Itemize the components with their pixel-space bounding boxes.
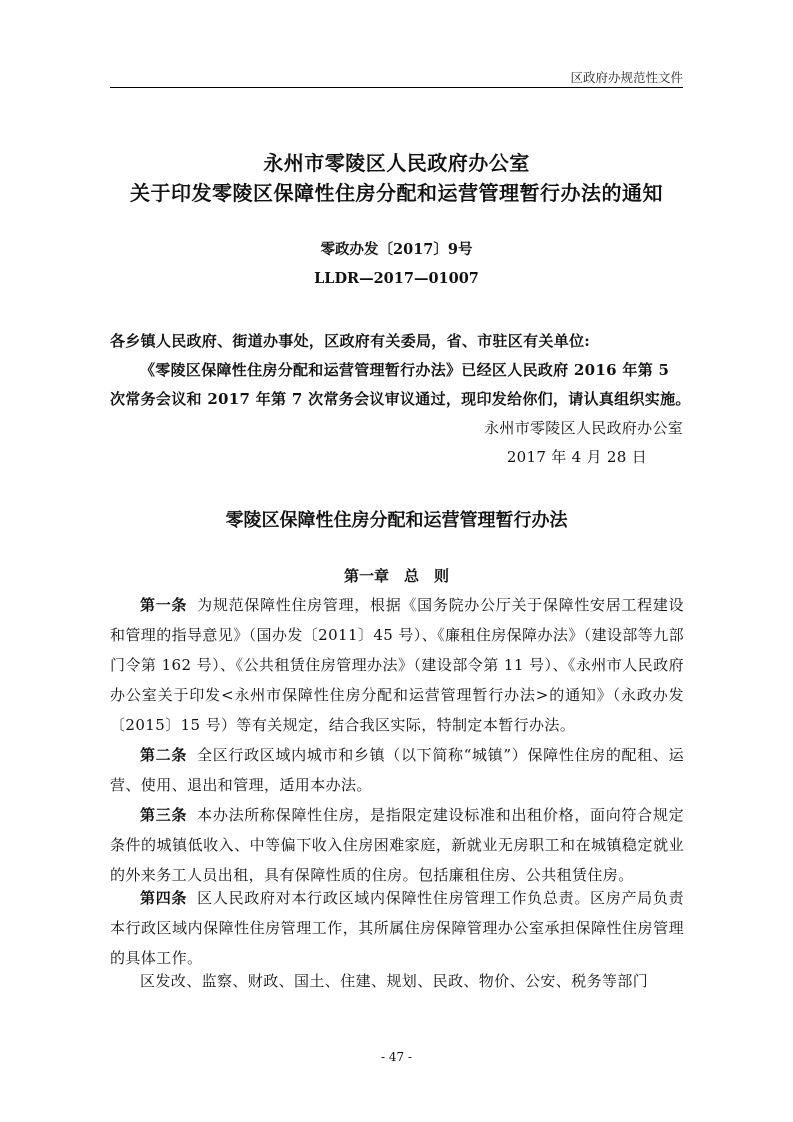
notice-body-line2: 次常务会议和 2017 年第 7 次常务会议审议通过，现印发给你们，请认真组织实施。	[110, 390, 691, 408]
notice-title-line1: 永州市零陵区人民政府办公室	[263, 151, 530, 175]
registration-number: LLDR—2017—01007	[314, 270, 479, 287]
addressee: 各乡镇人民政府、街道办事处，区政府有关委局，省、市驻区有关单位:	[110, 332, 591, 350]
article-text: 为规范保障性住房管理，根据《国务院办公厅关于保障性安居工程建设和管理的指导意见》（国办发〔2011〕45 号）、《廉租住房保障办法》（建设部等九部门令第 162 号）、《公共租赁住房管理办法》（建设部令第 11 号）、《永州市人民政府办公室关于印发<永州市保障性住房分配和运营管理暂行办法>的通知》（永政办发〔2015〕15 号）等有关规定，结合我区实际，特制定本暂行办法。	[110, 596, 685, 734]
article-text: 全区行政区域内城市和乡镇（以下简称“城镇”）保障性住房的配租、运营、使用、退出和管理，适用本办法。	[110, 746, 685, 794]
header-label: 区政府办规范性文件	[570, 70, 683, 85]
article-1	[110, 590, 684, 740]
chapter-heading: 第一章 总 则	[343, 567, 449, 585]
issuer: 永州市零陵区人民政府办公室	[484, 419, 683, 437]
article-label: 第四条	[140, 889, 188, 907]
issue-number: 零政办发〔2017〕9号	[320, 241, 473, 258]
measures-title: 零陵区保障性住房分配和运营管理暂行办法	[225, 510, 568, 531]
article-text: 本办法所称保障性住房，是指限定建设标准和出租价格，面向符合规定条件的城镇低收入、中等偏下收入住房困难家庭，新就业无房职工和在城镇稳定就业的外来务工人员出租，具有保障性质的住房。包括廉租住房、公共租赁住房。	[110, 806, 685, 884]
issue-date: 2017 年 4 月 28 日	[506, 448, 647, 466]
article-label: 第一条	[140, 596, 188, 614]
header-rule	[110, 87, 683, 88]
article-text: 区发改、监察、财政、国土、住建、规划、民政、物价、公安、税务等部门	[140, 972, 649, 990]
article-text: 区人民政府对本行政区域内保障性住房管理工作负总责。区房产局负责本行政区域内保障性住房管理工作，其所属住房保障管理办公室承担保障性住房管理的具体工作。	[110, 889, 685, 967]
article-label: 第二条	[140, 746, 188, 764]
notice-body-line1: 《零陵区保障性住房分配和运营管理暂行办法》已经区人民政府 2016 年第 5	[140, 361, 670, 379]
notice-title-line2: 关于印发零陵区保障性住房分配和运营管理暂行办法的通知	[130, 181, 663, 205]
article-label: 第三条	[140, 806, 188, 824]
article-3	[110, 800, 684, 890]
page-number: - 47 -	[380, 1050, 412, 1064]
article-4-continued	[110, 966, 684, 996]
article-4	[110, 883, 684, 973]
article-2	[110, 740, 684, 800]
